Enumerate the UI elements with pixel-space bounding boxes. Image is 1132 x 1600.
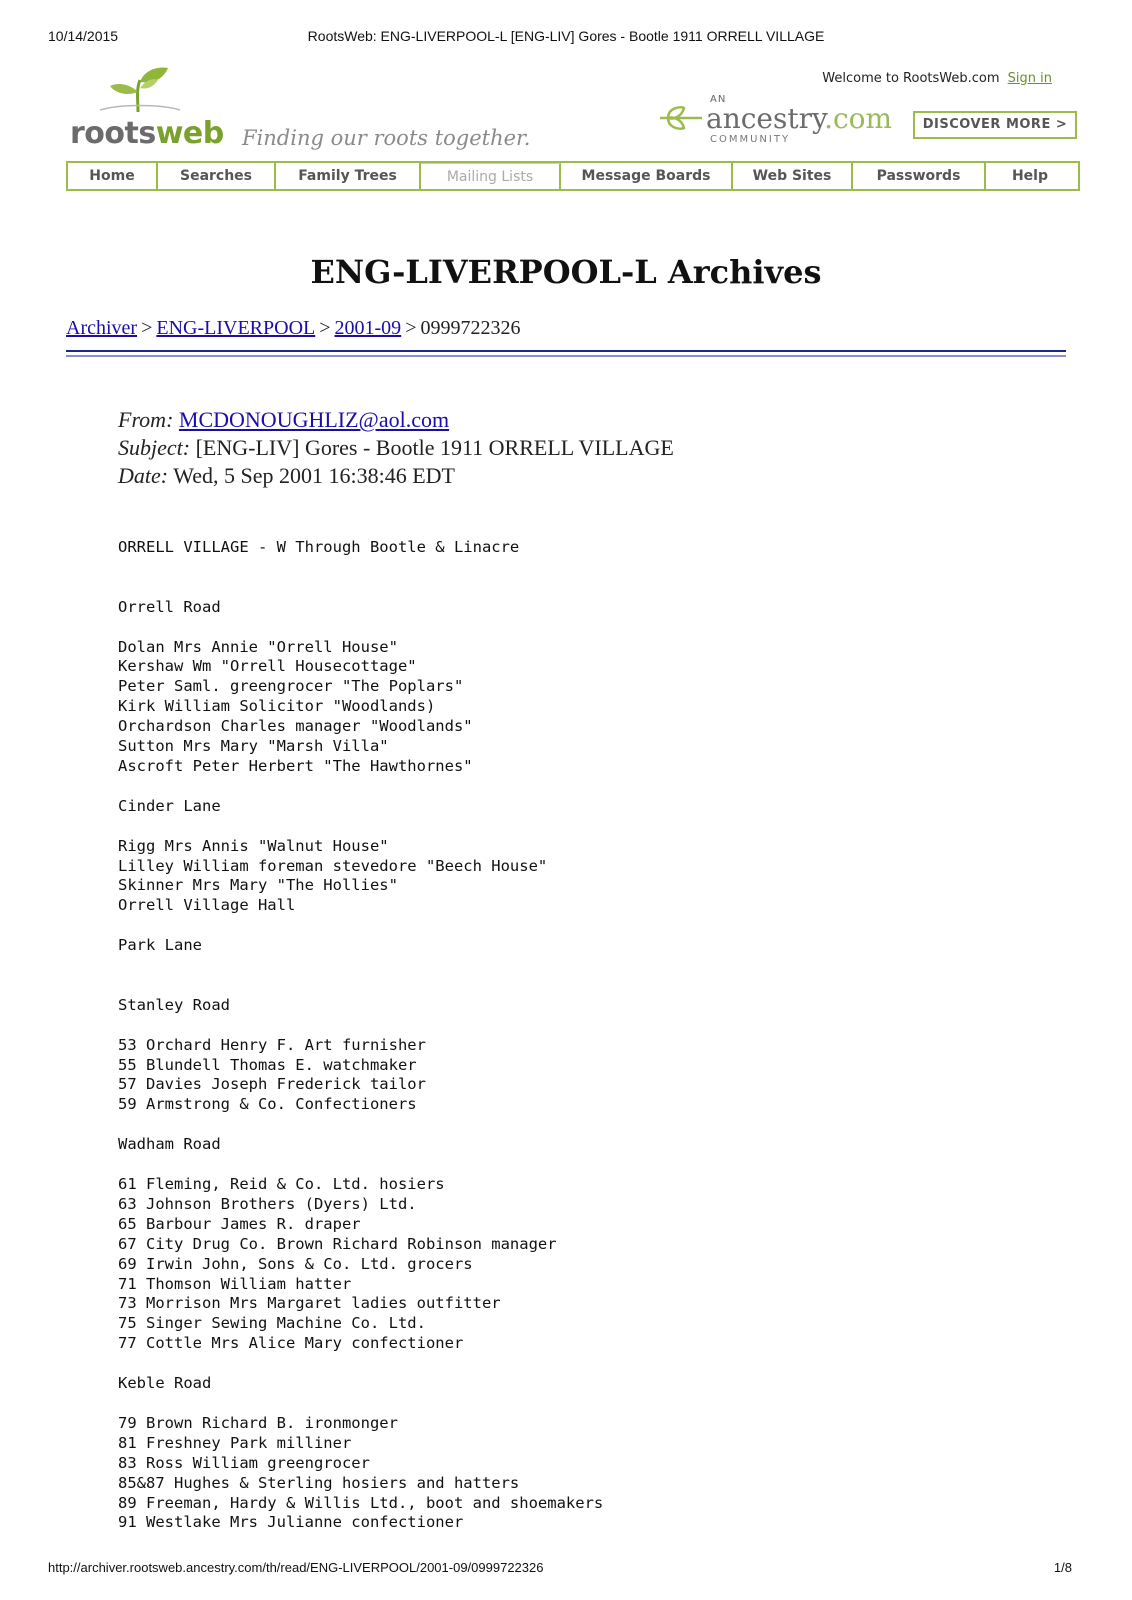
message-headers xyxy=(118,406,674,490)
subject-row xyxy=(118,434,674,462)
print-title: RootsWeb: ENG-LIVERPOOL-L [ENG-LIV] Gores - Bootle 1911 ORRELL VILLAGE xyxy=(307,28,825,44)
print-header xyxy=(0,28,1132,48)
ancestry-logo[interactable] xyxy=(658,94,893,150)
nav-searches[interactable]: Searches xyxy=(158,163,276,189)
breadcrumb xyxy=(66,317,520,340)
print-date: 10/14/2015 xyxy=(48,28,119,44)
ancestry-leaf-icon xyxy=(658,104,704,132)
from-label: From: xyxy=(118,407,174,432)
print-page-number: 1/8 xyxy=(1053,1560,1072,1575)
sprout-icon xyxy=(100,66,180,114)
ancestry-brand xyxy=(706,102,892,135)
nav-home[interactable]: Home xyxy=(68,163,158,189)
ancestry-an: AN xyxy=(710,94,727,105)
page-title: ENG-LIVERPOOL-L Archives xyxy=(310,253,822,291)
nav-family-trees[interactable]: Family Trees xyxy=(276,163,421,189)
subject-value: [ENG-LIV] Gores - Bootle 1911 ORRELL VILLAGE xyxy=(195,435,674,460)
main-nav xyxy=(66,161,1080,191)
ancestry-brand-com: .com xyxy=(824,102,893,135)
ancestry-community: COMMUNITY xyxy=(710,134,791,145)
ancestry-brand-name: ancestry xyxy=(706,102,825,135)
breadcrumb-archiver[interactable]: Archiver xyxy=(66,317,138,339)
breadcrumb-separator: > xyxy=(319,317,331,339)
breadcrumb-month[interactable]: 2001-09 xyxy=(334,317,402,339)
logo-roots: roots xyxy=(70,116,156,151)
date-row xyxy=(118,462,674,490)
logo-web: web xyxy=(155,116,224,151)
date-label: Date: xyxy=(118,463,169,488)
nav-message-boards[interactable]: Message Boards xyxy=(561,163,733,189)
print-url: http://archiver.rootsweb.ancestry.com/th/read/ENG-LIVERPOOL/2001-09/0999722326 xyxy=(48,1560,544,1575)
tagline: Finding our roots together. xyxy=(242,126,531,150)
header-divider xyxy=(66,350,1066,357)
sign-in-link[interactable]: Sign in xyxy=(1007,71,1052,86)
nav-help[interactable]: Help xyxy=(1011,168,1049,184)
nav-passwords[interactable]: Passwords xyxy=(853,163,986,189)
welcome-bar xyxy=(822,71,1052,86)
breadcrumb-current: 0999722326 xyxy=(420,317,521,339)
date-value: Wed, 5 Sep 2001 16:38:46 EDT xyxy=(173,463,455,488)
breadcrumb-list[interactable]: ENG-LIVERPOOL xyxy=(156,317,316,339)
welcome-text: Welcome to RootsWeb.com xyxy=(822,71,1000,86)
message-body: ORRELL VILLAGE - W Through Bootle & Linacre Orrell Road Dolan Mrs Annie "Orrell House" Kershaw Wm "Orrell Housecottage" Peter Saml. greengrocer "The Poplars" Kirk William Solicitor "Woodlands) Orchardson Charles manager "Woodlands" Sutton Mrs Mary "Marsh Villa" Ascroft Peter Herbert "The Hawthornes" Cinder Lane Rigg Mrs Annis "Walnut House" Lilley William foreman stevedore "Beech House" Skinner Mrs Mary "The Hollies" Orrell Village Hall Park Lane Stanley Road 53 Orchard Henry F. Art furnisher 55 Blundell Thomas E. watchmaker 57 Davies Joseph Frederick tailor 59 Armstrong & Co. Confectioners Wadham Road 61 Fleming, Reid & Co. Ltd. hosiers 63 Johnson Brothers (Dyers) Ltd. 65 Barbour James R. draper 67 City Drug Co. Brown Richard Robinson manager 69 Irwin John, Sons & Co. Ltd. grocers 71 Thomson William hatter 73 Morrison Mrs Margaret ladies outfitter 75 Singer Sewing Machine Co. Ltd. 77 Cottle Mrs Alice Mary confectioner Keble Road 79 Brown Richard B. ironmonger 81 Freshney Park milliner 83 Ross William greengrocer 85&87 Hughes & Sterling hosiers and hatters 89 Freeman, Hardy & Willis Ltd., boot and shoemakers 91 Westlake Mrs Julianne confectioner xyxy=(118,538,604,1532)
subject-label: Subject: xyxy=(118,435,191,460)
breadcrumb-separator: > xyxy=(141,317,153,339)
from-email-link[interactable]: MCDONOUGHLIZ@aol.com xyxy=(178,407,450,432)
from-row xyxy=(118,406,674,434)
rootsweb-logo[interactable] xyxy=(70,66,224,156)
breadcrumb-separator: > xyxy=(405,317,417,339)
discover-more-button[interactable]: DISCOVER MORE > xyxy=(913,111,1077,139)
nav-web-sites[interactable]: Web Sites xyxy=(733,163,853,189)
logo-wordmark xyxy=(70,116,224,151)
nav-mailing-lists[interactable]: Mailing Lists xyxy=(421,163,561,189)
print-footer xyxy=(0,1560,1132,1580)
